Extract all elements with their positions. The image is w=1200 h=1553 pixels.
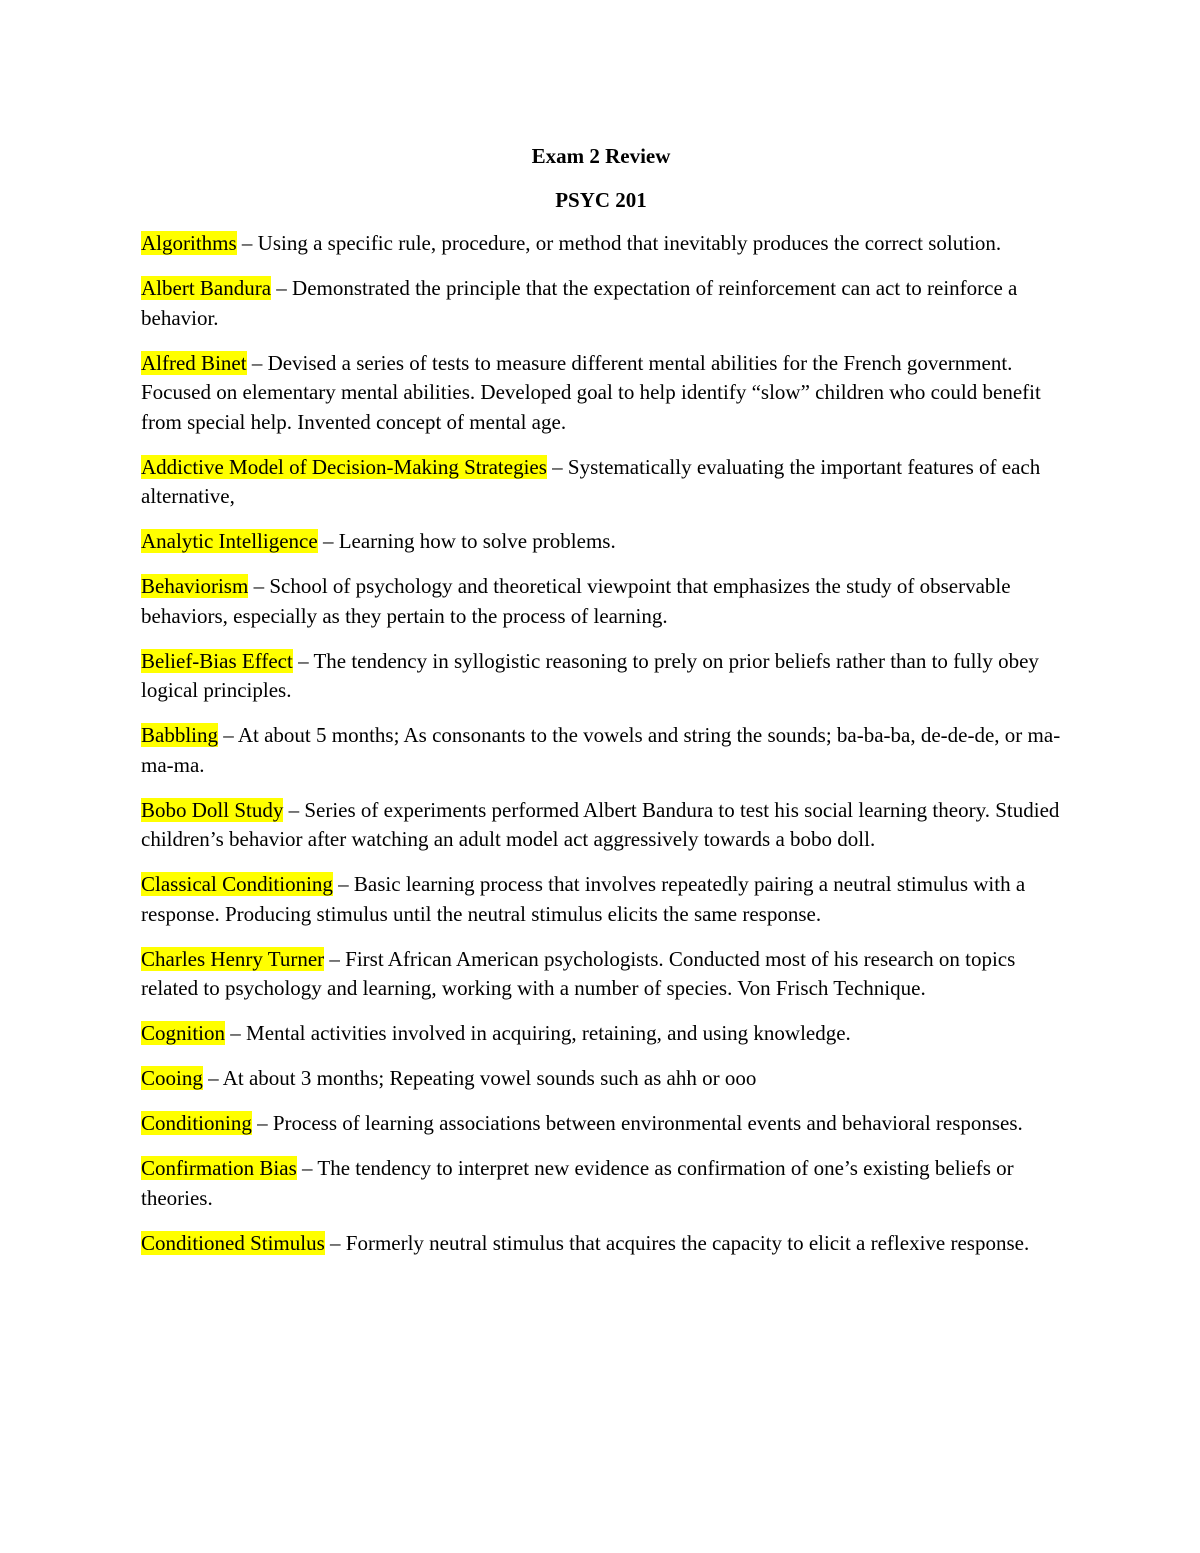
glossary-term: Cooing bbox=[141, 1066, 203, 1090]
glossary-entry bbox=[141, 1229, 1061, 1259]
glossary-entry bbox=[141, 870, 1061, 929]
glossary-entry bbox=[141, 349, 1061, 438]
glossary-entry bbox=[141, 647, 1061, 706]
term-separator: – bbox=[246, 350, 268, 375]
glossary-definition: Basic learning process that involves repeatedly pairing a neutral stimulus with a response. Producing stimulus until the neutral stimulus elicits the same response. bbox=[141, 872, 1026, 926]
glossary-term: Algorithms bbox=[141, 231, 237, 255]
glossary-definition: School of psychology and theoretical viewpoint that emphasizes the study of observable behaviors, especially as they pertain to the process of learning. bbox=[141, 574, 1011, 628]
term-separator: – bbox=[546, 454, 568, 479]
glossary-definition: At about 5 months; As consonants to the vowels and string the sounds; ba-ba-ba, de-de-de, or ma-ma-ma. bbox=[141, 723, 1061, 777]
glossary-definition: Devised a series of tests to measure different mental abilities for the French government. Focused on elementary mental abilities. Developed goal to help identify “slow” children who could benefit from special help. Invented concept of mental age. bbox=[141, 350, 1041, 434]
glossary-term: Babbling bbox=[141, 723, 218, 747]
term-separator: – bbox=[202, 1066, 223, 1090]
glossary-definition: Using a specific rule, procedure, or method that inevitably produces the correct solution. bbox=[257, 231, 1002, 255]
glossary-term: Bobo Doll Study bbox=[141, 797, 284, 822]
term-separator: – bbox=[324, 1230, 346, 1255]
glossary-term: Classical Conditioning bbox=[141, 872, 333, 896]
term-separator: – bbox=[296, 1156, 318, 1180]
document-page bbox=[141, 141, 1061, 1274]
term-separator: – bbox=[251, 1111, 273, 1135]
glossary-list bbox=[141, 229, 1061, 1258]
document-title: Exam 2 Review bbox=[531, 144, 671, 168]
glossary-definition: The tendency to interpret new evidence as confirmation of one’s existing beliefs or theories. bbox=[141, 1156, 1014, 1210]
glossary-term: Albert Bandura bbox=[141, 276, 272, 300]
glossary-term: Confirmation Bias bbox=[141, 1156, 297, 1180]
glossary-definition: Formerly neutral stimulus that acquires the capacity to elicit a reflexive response. bbox=[345, 1230, 1030, 1255]
term-separator: – bbox=[236, 231, 258, 255]
glossary-definition: First African American psychologists. Conducted most of his research on topics related to psychology and learning, working with a number of species. Von Frisch Technique. bbox=[141, 946, 1016, 1000]
glossary-entry bbox=[141, 1064, 1061, 1094]
glossary-entry bbox=[141, 229, 1061, 259]
glossary-term: Behaviorism bbox=[141, 574, 249, 598]
glossary-definition: Process of learning associations between environmental events and behavioral responses. bbox=[272, 1111, 1023, 1135]
glossary-entry bbox=[141, 721, 1061, 780]
glossary-entry bbox=[141, 796, 1061, 855]
term-separator: – bbox=[324, 946, 346, 971]
glossary-entry bbox=[141, 1154, 1061, 1213]
glossary-entry bbox=[141, 1019, 1061, 1049]
term-separator: – bbox=[271, 276, 293, 300]
glossary-term: Conditioning bbox=[141, 1111, 252, 1135]
term-separator: – bbox=[218, 723, 238, 747]
course-code: PSYC 201 bbox=[555, 188, 647, 212]
glossary-term: Cognition bbox=[141, 1021, 226, 1045]
glossary-definition: At about 3 months; Repeating vowel sounds such as ahh or ooo bbox=[222, 1066, 757, 1090]
term-separator: – bbox=[248, 574, 270, 598]
glossary-definition: Series of experiments performed Albert Bandura to test his social learning theory. Studied children’s behavior after watching an adult model act aggressively towards a bobo doll. bbox=[141, 797, 1060, 851]
glossary-entry bbox=[141, 945, 1061, 1004]
glossary-entry bbox=[141, 572, 1061, 631]
glossary-entry bbox=[141, 274, 1061, 333]
glossary-definition: Demonstrated the principle that the expectation of reinforcement can act to reinforce a behavior. bbox=[141, 276, 1018, 330]
glossary-term: Charles Henry Turner bbox=[141, 946, 325, 971]
glossary-term: Belief-Bias Effect bbox=[141, 648, 293, 673]
glossary-definition: Mental activities involved in acquiring, retaining, and using knowledge. bbox=[246, 1021, 851, 1045]
glossary-definition: The tendency in syllogistic reasoning to prely on prior beliefs rather than to fully obey logical principles. bbox=[141, 648, 1039, 702]
glossary-entry bbox=[141, 1109, 1061, 1139]
glossary-definition: Systematically evaluating the important features of each alternative, bbox=[141, 454, 1041, 508]
term-separator: – bbox=[332, 872, 354, 896]
glossary-term: Alfred Binet bbox=[141, 350, 247, 375]
term-separator: – bbox=[317, 529, 339, 553]
term-separator: – bbox=[225, 1021, 247, 1045]
glossary-entry bbox=[141, 453, 1061, 512]
term-separator: – bbox=[283, 797, 305, 822]
glossary-term: Addictive Model of Decision-Making Strategies bbox=[141, 454, 547, 479]
glossary-term: Conditioned Stimulus bbox=[141, 1230, 325, 1255]
glossary-term: Analytic Intelligence bbox=[141, 529, 318, 553]
glossary-definition: Learning how to solve problems. bbox=[338, 529, 616, 553]
glossary-entry bbox=[141, 527, 1061, 557]
term-separator: – bbox=[292, 648, 314, 673]
